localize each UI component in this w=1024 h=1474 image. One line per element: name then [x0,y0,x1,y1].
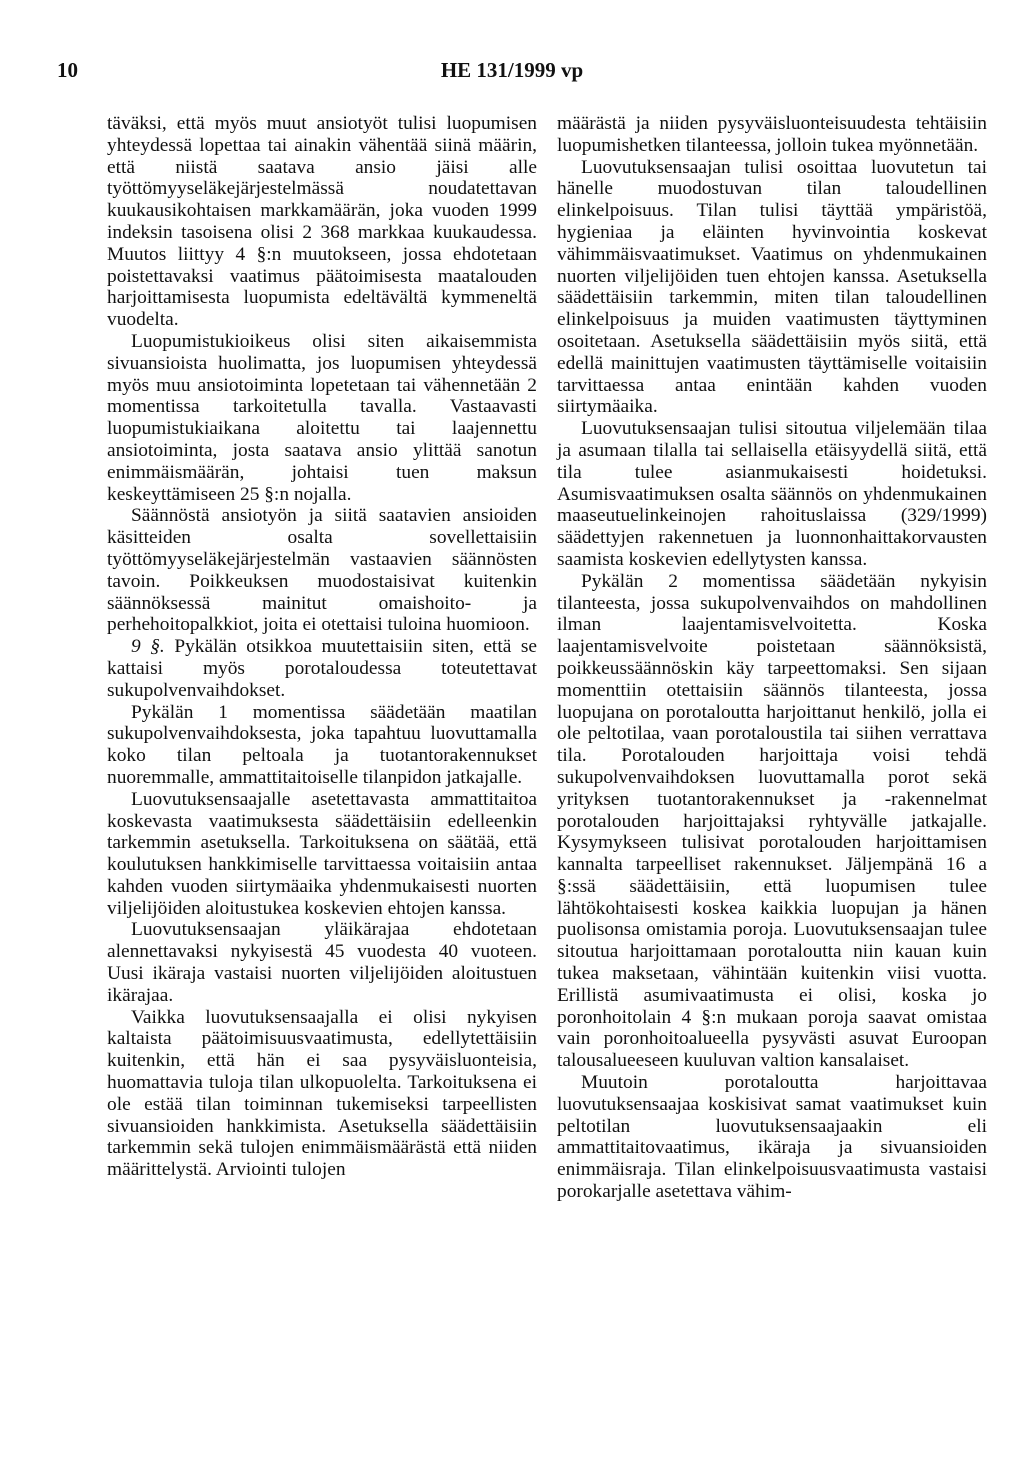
paragraph: Säännöstä ansiotyön ja siitä saatavien ansioiden käsitteiden osalta sovellettaisiin työttömyyseläkejärjestelmän vastaavien säännösten tavoin. Poikkeuksen muodostaisivat kuitenkin säännöksessä mainitut omaishoito- ja perhehoitopalkkiot, joita ei otettaisi tuloina huomioon. [107,505,537,636]
left-column [107,113,537,1181]
paragraph-section-9 [107,636,537,701]
page-number: 10 [57,58,78,82]
paragraph: Luovutuksensaajan yläikärajaa ehdotetaan alennettavaksi nykyisestä 45 vuodesta 40 vuoteen. Uusi ikäraja vastaisi nuorten viljelijöiden aloitustuen ikärajaa. [107,919,537,1006]
paragraph: määrästä ja niiden pysyväisluonteisuudesta tehtäisiin luopumishetken tilanteessa, jolloin tukea myönnetään. [557,113,987,156]
paragraph: Luovutuksensaajan tulisi osoittaa luovutetun tai hänelle muodostuvan tilan taloudellinen elinkelpoisuus. Tilan tulisi täyttää ympäristöä, hygieniaa ja eläinten hyvinvointia koskevat vähimmäisvaatimukset. Vaatimus on yhdenmukainen nuorten viljelijöiden tuen ehtojen kanssa. Asetuksella säädettäisiin tarkemmin, miten tilan taloudellinen elinkelpoisuus ja muiden vaatimusten täyttyminen osoitetaan. Asetuksella säädettäisiin myös siitä, että edellä mainittujen vaatimusten täyttämiselle voitaisiin tarvittaessa antaa enintään kahden vuoden siirtymäaika. [557,156,987,418]
paragraph: Pykälän 2 momentissa säädetään nykyisin tilanteesta, jossa sukupolvenvaihdos on mahdollinen ilman laajentamisvelvoitetta. Koska laajentamisvelvoite poistetaan säännöksistä, poikkeussäännöskin käy tarpeettomaksi. Sen sijaan momenttiin otettaisiin säännös tilanteesta, jossa luopujana on porotaloutta harjoittanut henkilö, jolla ei ole peltotilaa, vaan porotaloustila tai siihen verrattava tila. Porotalouden harjoittaja voisi tehdä sukupolvenvaihdoksen luovuttamalla porot sekä yrityksen tuotantorakennukset ja -rakennelmat porotalouden harjoittajaksi ryhtyvälle jatkajalle. Kysymykseen tulisivat porotalouden harjoittamisen kannalta tarpeelliset rakennukset. Jäljempänä 16 a §:ssä säädettäisiin, että luopumisen tulee lähtökohtaisesti koskea kaikkia luopujan ja hänen puolisonsa omistamia poroja. Luovutuksensaajan tulee sitoutua harjoittamaan porotaloutta niin kauan kuin tukea maksetaan, vähintään kuitenkin viisi vuotta. Erillistä asumivaatimusta ei olisi, koska jo poronhoitolain 4 §:n mukaan poroja saavat omistaa vain poronhoitoalueella pysyvästi asuvat Euroopan talousalueeseen kuuluvan valtion kansalaiset. [557,570,987,1072]
page-header [0,58,1024,92]
paragraph: täväksi, että myös muut ansiotyöt tulisi luopumisen yhteydessä lopettaa tai ainakin vähentää siinä määrin, että niistä saatava ansio jäisi alle työttömyyseläkejärjestelmässä noudatettavan kuukausikohtaisen markkamäärän, joka vuoden 1999 indeksin tasoisena olisi 2 368 markkaa kuukaudessa. Muutos liittyy 4 §:n muutokseen, jossa ehdotetaan poistettavaksi vaatimus päätoimisesta maatalouden harjoittamisesta luopumista edeltävältä kymmeneltä vuodelta. [107,113,537,331]
paragraph: Luovutuksensaajalle asetettavasta ammattitaitoa koskevasta vaatimuksesta säädettäisiin edelleenkin tarkemmin asetuksella. Tarkoituksena on säätää, että koulutuksen hankkimiselle tarvittaessa voitaisiin antaa kahden vuoden siirtymäaika yhdenmukaisesti nuorten viljelijöiden aloitustukea koskevien ehtojen kanssa. [107,788,537,919]
paragraph: Pykälän 1 momentissa säädetään maatilan sukupolvenvaihdoksesta, joka tapahtuu luovuttamalla koko tilan peltoala ja tuotantorakennukset nuoremmalle, ammattitaitoiselle tilanpidon jatkajalle. [107,701,537,788]
paragraph: Vaikka luovutuksensaajalla ei olisi nykyisen kaltaista päätoimisuusvaatimusta, edellytettäisiin kuitenkin, että hän ei saa pysyväisluonteisia, huomattavia tuloja tilan ulkopuolelta. Tarkoituksena ei ole estää tilan toiminnan tukemiseksi tarpeellisten sivuansioiden hankkimista. Asetuksella säädettäisiin tarkemmin sekä tulojen enimmäismäärästä että niiden määrittelystä. Arviointi tulojen [107,1006,537,1181]
paragraph: Muutoin porotaloutta harjoittavaa luovutuksensaajaa koskisivat samat vaatimukset kuin peltotilan luovutuksensaajaakin eli ammattitaitovaatimus, ikäraja ja sivuansioiden enimmäisraja. Tilan elinkelpoisuusvaatimusta vastaisi porokarjalle asetettava vähim- [557,1072,987,1203]
right-column [557,113,987,1203]
paragraph: Luopumistukioikeus olisi siten aikaisemmista sivuansioista huolimatta, jos luopumisen yhteydessä myös muu ansiotoiminta lopetetaan tai vähennetään 2 momentissa tarkoitetulla tavalla. Vastaavasti luopumistukiaikana aloitettu tai laajennettu ansiotoiminta, josta saatava ansio ylittää sanotun enimmäismäärän, johtaisi tuen maksun keskeyttämiseen 25 §:n nojalla. [107,330,537,505]
section-reference: 9 §. [131,636,165,658]
paragraph-text: Pykälän otsikkoa muutettaisiin siten, että se kattaisi myös porotaloudessa toteutettavat sukupolvenvaihdokset. [107,636,537,701]
paragraph: Luovutuksensaajan tulisi sitoutua viljelemään tilaa ja asumaan tilalla tai sellaisella etäisyydellä siitä, että tila tulee asianmukaisesti hoidetuksi. Asumisvaatimuksen osalta säännös on yhdenmukainen maaseutuelinkeinojen rahoituslaissa (329/1999) säädettyjen rakennetuen ja luonnonhaittakorvausten saamista koskevien edellytysten kanssa. [557,418,987,570]
document-id: HE 131/1999 vp [440,58,584,82]
